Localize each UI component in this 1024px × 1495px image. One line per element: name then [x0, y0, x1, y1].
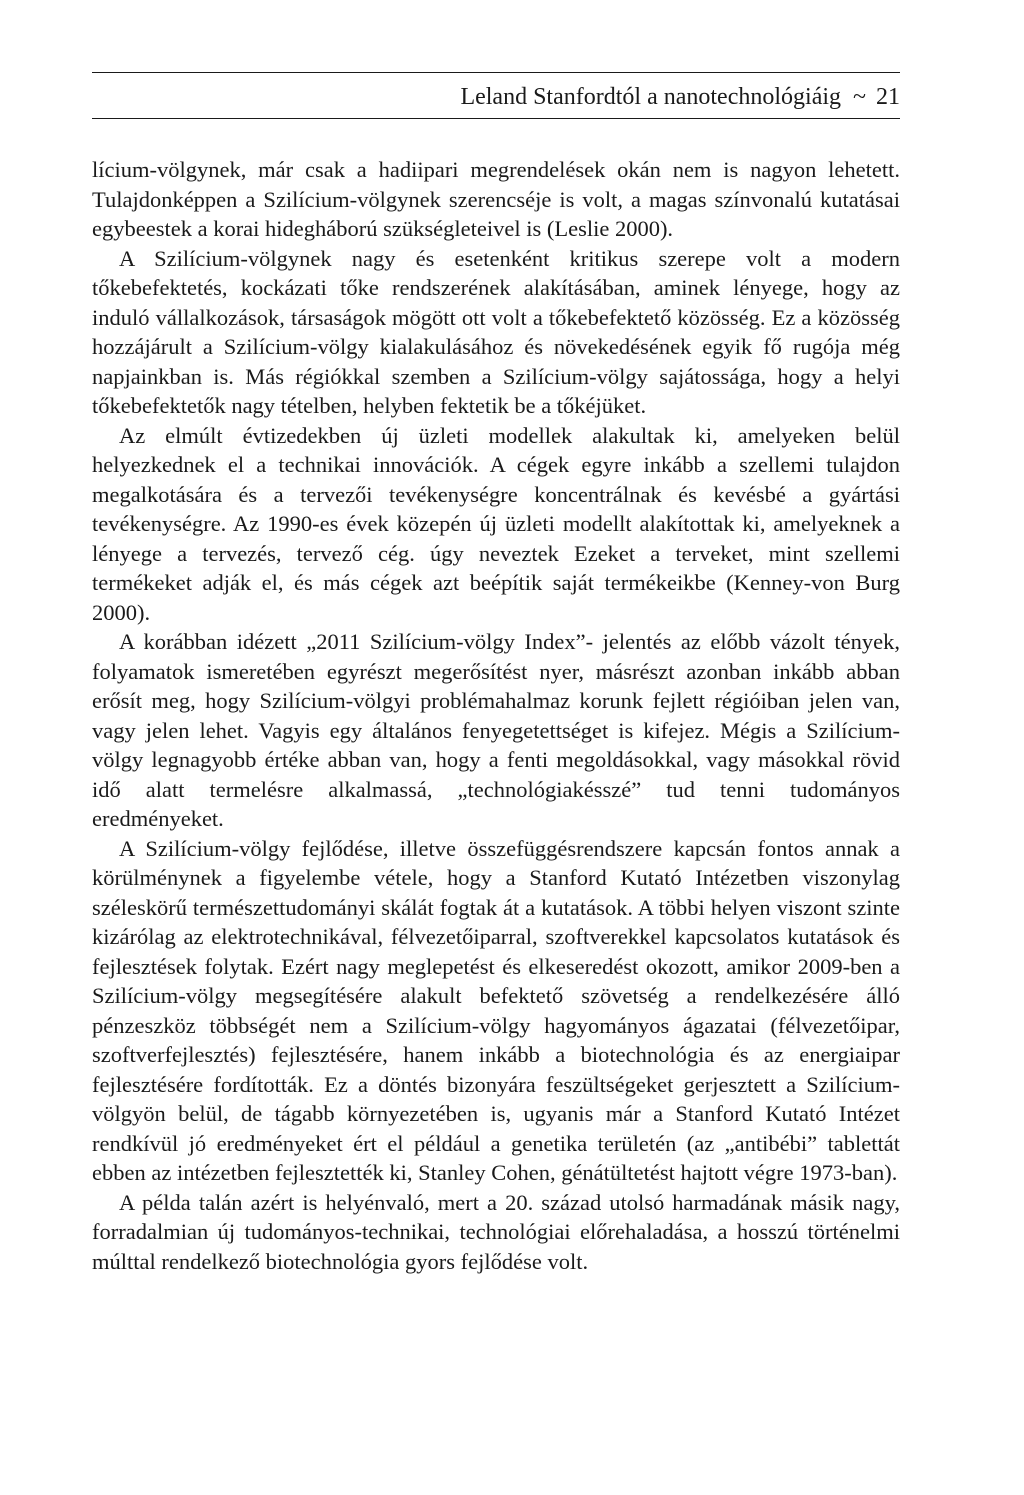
paragraph: A Szilícium-völgy fejlődése, illetve összefüggésrendszere kapcsán fontos annak a körülménynek a figyelembe vétele, hogy a Stanford Kutató Intézetben viszonylag széleskörű természettudományi skálát fogtak át a kutatások. A többi helyen viszont szinte kizárólag az elektrotechnikával, félvezetőiparral, szoftverekkel kapcsolatos kutatások és fejlesztések folytak. Ezért nagy meglepetést és elkeseredést okozott, amikor 2009-ben a Szilícium-völgy megsegítésére alakult befektető szövetség a rendelkezésére álló pénzeszköz többségét nem a Szilícium-völgy hagyományos ágazatai (félvezetőipar, szoftverfejlesztés) fejlesztésére, hanem inkább a biotechnológia és az energiaipar fejlesztésére fordították. Ez a döntés bizonyára feszültségeket gerjesztett a Szilícium-völgyön belül, de tágabb környezetében is, ugyanis már a Stanford Kutató Intézet rendkívül jó eredményeket ért el például a genetika területén (az „antibébi” tablettát ebben az intézetben fejlesztették ki, Stanley Cohen, génátültetést hajtott végre 1973-ban).: [92, 835, 900, 1185]
paragraph-continuation: lícium-völgynek, már csak a hadiipari megrendelések okán nem is nagyon lehetett. Tulajdonképpen a Szilícium-völgynek szerencséje is volt, a magas színvonalú kutatásai egybeestek a korai hidegháború szükségleteivel is (Leslie 2000).: [92, 157, 900, 241]
header-top-rule: [92, 72, 900, 73]
page-number: 21: [876, 84, 900, 110]
paragraph: A Szilícium-völgynek nagy és esetenként kritikus szerepe volt a modern tőkebefektetés, kockázati tőke rendszerének alakításában, aminek lényege, hogy az induló vállalkozások, társaságok mögött ott volt a tőkebefektető közösség. Ez a közösség hozzájárult a Szilícium-völgy kialakulásához és növekedésének egyik fő rugója még napjainkban is. Más régiókkal szemben a Szilícium-völgy sajátossága, hogy a helyi tőkebefektetők nagy tételben, helyben fektetik be a tőkéjüket.: [92, 245, 900, 418]
paragraph: A példa talán azért is helyénvaló, mert a 20. század utolsó harmadának másik nagy, forradalmian új tudományos-technikai, technológiai előrehaladása, a hosszú történelmi múlttal rendelkező biotechnológia gyors fejlődése volt.: [92, 1189, 900, 1274]
paragraph: A korábban idézett „2011 Szilícium-völgy Index”- jelentés az előbb vázolt tények, folyamatok ismeretében egyrészt megerősítést nyer, másrészt azonban inkább abban erősít meg, hogy Szilícium-völgyi problémahalmaz korunk fejlett régióiban jelen van, vagy jelen lehet. Vagyis egy általános fenyegetettséget is kifejez. Mégis a Szilícium-völgy legnagyobb értéke abban van, hogy a fenti megoldásokkal, vagy másokkal rövid idő alatt termelésre alkalmassá, „technológiakésszé” tud tenni tudományos eredményeket.: [92, 629, 900, 831]
header-separator: ~: [853, 84, 866, 110]
running-title: Leland Stanfordtól a nanotechnológiáig: [460, 84, 842, 110]
running-header: [92, 72, 900, 122]
body-text: [92, 155, 900, 1276]
header-text: [460, 82, 900, 112]
paragraph: Az elmúlt évtizedekben új üzleti modellek alakultak ki, amelyeken belül helyezkednek el a technikai innovációk. A cégek egyre inkább a szellemi tulajdon megalkotására és a tervezői tevékenységre koncentrálnak és kevésbé a gyártási tevékenységre. Az 1990-es évek közepén új üzleti modellt alakítottak ki, amelyeknek a lényege a tervezés, tervező cég. úgy neveztek Ezeket a terveket, mint szellemi termékeket adják el, és más cégek azt beépítik saját termékeikbe (Kenney-von Burg 2000).: [92, 422, 900, 625]
header-bottom-rule: [92, 118, 900, 119]
